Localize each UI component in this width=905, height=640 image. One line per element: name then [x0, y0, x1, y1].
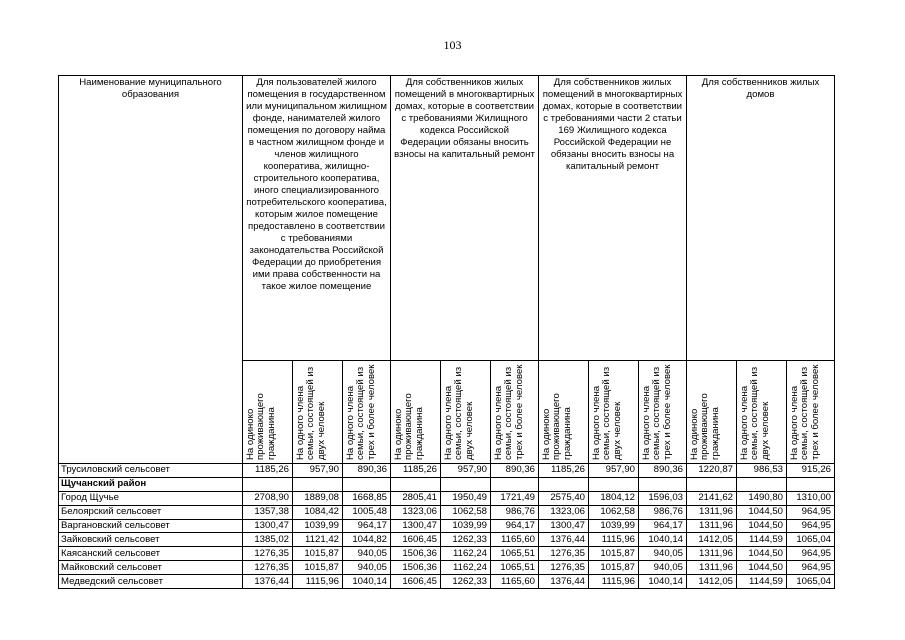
value-cell: 1039,99 [441, 519, 491, 533]
subheader-g1-c1 [243, 361, 293, 464]
value-cell: 1323,06 [539, 505, 589, 519]
value-cell: 1376,44 [243, 575, 293, 589]
subheader-g2-c2 [441, 361, 491, 464]
value-cell: 1065,51 [491, 561, 539, 575]
subheader-g2-c1 [391, 361, 441, 464]
empty-cell [391, 477, 441, 491]
empty-cell [441, 477, 491, 491]
value-cell: 1276,35 [243, 547, 293, 561]
municipality-name: Белоярский сельсовет [59, 505, 243, 519]
value-cell: 1185,26 [243, 464, 293, 478]
value-cell: 2141,62 [687, 491, 737, 505]
value-cell: 1300,47 [243, 519, 293, 533]
value-cell: 1062,58 [589, 505, 639, 519]
value-cell: 1412,05 [687, 575, 737, 589]
empty-cell [737, 477, 787, 491]
table-row [59, 561, 835, 575]
value-cell: 1668,85 [343, 491, 391, 505]
value-cell: 964,95 [787, 561, 835, 575]
empty-cell [491, 477, 539, 491]
value-cell: 1039,99 [589, 519, 639, 533]
value-cell: 964,95 [787, 505, 835, 519]
empty-cell [293, 477, 343, 491]
subheader-label: На одного члена семьи, состоящей из трех и более человек [493, 364, 525, 460]
value-cell: 1039,99 [293, 519, 343, 533]
value-cell: 1950,49 [441, 491, 491, 505]
value-cell: 1357,38 [243, 505, 293, 519]
subheader-label: На одного члена семьи, состоящей из двух человек [295, 366, 327, 460]
empty-cell [787, 477, 835, 491]
value-cell: 1115,96 [293, 575, 343, 589]
value-cell: 1300,47 [391, 519, 441, 533]
value-cell: 1376,44 [539, 533, 589, 547]
empty-cell [343, 477, 391, 491]
subheader-label: На одного члена семьи, состоящей из трех и более человек [345, 364, 377, 460]
municipality-name: Майковский сельсовет [59, 561, 243, 575]
table-row [59, 519, 835, 533]
value-cell: 1376,44 [539, 575, 589, 589]
value-cell: 1015,87 [589, 561, 639, 575]
value-cell: 1065,51 [491, 547, 539, 561]
value-cell: 1185,26 [539, 464, 589, 478]
table-row [59, 547, 835, 561]
header-group-tenants: Для пользователей жилого помещения в государственном или муниципальном жилищном фонде, нанимателей жилого помещения по договору найма в частном жилищном фонде и членов жилищного кооператива, жилищно-строительного кооператива, иного специализированного потребительского кооператива, которым жилое помещение предоставлено в соответствии с требованиями законодательства Российской Федерации до приобретения ими права собственности на такое жилое помещение [243, 76, 391, 361]
value-cell: 1165,60 [491, 575, 539, 589]
header-group-owners-obliged: Для собственников жилых помещений в многоквартирных домах, которые в соответствии с требованиями Жилищного кодекса Российской Федерации обязаны вносить взносы на капитальный ремонт [391, 76, 539, 361]
table-row [59, 533, 835, 547]
empty-cell [539, 477, 589, 491]
table-row [59, 575, 835, 589]
municipality-name: Город Щучье [59, 491, 243, 505]
empty-cell [687, 477, 737, 491]
subheader-g3-c3 [639, 361, 687, 464]
subheader-label: На одиноко проживающего гражданина [393, 393, 425, 460]
subheader-label: На одного члена семьи, состоящей из двух человек [443, 366, 475, 460]
value-cell: 1144,59 [737, 533, 787, 547]
value-cell: 1185,26 [391, 464, 441, 478]
subheader-g1-c3 [343, 361, 391, 464]
value-cell: 1311,96 [687, 547, 737, 561]
value-cell: 890,36 [639, 464, 687, 478]
municipality-name: Варгановский сельсовет [59, 519, 243, 533]
subheader-label: На одного члена семьи, состоящей из трех и более человек [789, 364, 821, 460]
subheader-g4-c3 [787, 361, 835, 464]
value-cell: 1606,45 [391, 533, 441, 547]
value-cell: 1040,14 [639, 575, 687, 589]
value-cell: 1165,60 [491, 533, 539, 547]
header-group-owners-exempt: Для собственников жилых помещений в многоквартирных домах, которые в соответствии с требованиями части 2 статьи 169 Жилищного кодекса Российской Федерации не обязаны вносить взносы на капитальный ремонт [539, 76, 687, 361]
header-name-col: Наименование муниципального образования [59, 76, 243, 464]
empty-cell [589, 477, 639, 491]
subheader-g3-c1 [539, 361, 589, 464]
value-cell: 964,17 [343, 519, 391, 533]
district-row [59, 477, 835, 491]
value-cell: 1276,35 [243, 561, 293, 575]
value-cell: 2708,90 [243, 491, 293, 505]
municipality-name: Зайковский сельсовет [59, 533, 243, 547]
subheader-g4-c1 [687, 361, 737, 464]
value-cell: 1412,05 [687, 533, 737, 547]
value-cell: 1506,36 [391, 547, 441, 561]
subheader-label: На одиноко проживающего гражданина [541, 393, 573, 460]
value-cell: 957,90 [589, 464, 639, 478]
value-cell: 1596,03 [639, 491, 687, 505]
subheader-label: На одного члена семьи, состоящей из двух человек [739, 366, 771, 460]
header-group-house-owners: Для собственников жилых домов [687, 76, 835, 361]
value-cell: 940,05 [343, 547, 391, 561]
value-cell: 1084,42 [293, 505, 343, 519]
page-number: 103 [443, 38, 462, 52]
value-cell: 940,05 [343, 561, 391, 575]
value-cell: 1044,50 [737, 561, 787, 575]
value-cell: 1005,48 [343, 505, 391, 519]
value-cell: 957,90 [293, 464, 343, 478]
empty-cell [243, 477, 293, 491]
value-cell: 2575,40 [539, 491, 589, 505]
subheader-g4-c2 [737, 361, 787, 464]
value-cell: 1262,33 [441, 575, 491, 589]
value-cell: 940,05 [639, 547, 687, 561]
value-cell: 1490,80 [737, 491, 787, 505]
value-cell: 1276,35 [539, 547, 589, 561]
value-cell: 1311,96 [687, 505, 737, 519]
value-cell: 915,26 [787, 464, 835, 478]
value-cell: 1115,96 [589, 533, 639, 547]
value-cell: 1065,04 [787, 575, 835, 589]
value-cell: 1804,12 [589, 491, 639, 505]
value-cell: 1262,33 [441, 533, 491, 547]
data-table [58, 75, 835, 589]
value-cell: 1044,50 [737, 519, 787, 533]
value-cell: 890,36 [491, 464, 539, 478]
value-cell: 1162,24 [441, 561, 491, 575]
value-cell: 1506,36 [391, 561, 441, 575]
value-cell: 1162,24 [441, 547, 491, 561]
value-cell: 986,76 [491, 505, 539, 519]
value-cell: 1121,42 [293, 533, 343, 547]
value-cell: 1044,82 [343, 533, 391, 547]
value-cell: 1300,47 [539, 519, 589, 533]
value-cell: 1044,50 [737, 547, 787, 561]
subheader-g1-c2 [293, 361, 343, 464]
municipality-name: Каясанский сельсовет [59, 547, 243, 561]
municipality-name: Трусиловский сельсовет [59, 464, 243, 478]
value-cell: 1721,49 [491, 491, 539, 505]
table-row [59, 464, 835, 478]
value-cell: 1311,96 [687, 519, 737, 533]
table-row [59, 491, 835, 505]
subheader-label: На одиноко проживающего гражданина [245, 393, 277, 460]
value-cell: 986,76 [639, 505, 687, 519]
value-cell: 1015,87 [293, 547, 343, 561]
value-cell: 1040,14 [639, 533, 687, 547]
subheader-g2-c3 [491, 361, 539, 464]
value-cell: 1276,35 [539, 561, 589, 575]
subheader-label: На одиноко проживающего гражданина [689, 393, 721, 460]
value-cell: 1606,45 [391, 575, 441, 589]
empty-cell [639, 477, 687, 491]
value-cell: 890,36 [343, 464, 391, 478]
value-cell: 1040,14 [343, 575, 391, 589]
value-cell: 2805,41 [391, 491, 441, 505]
value-cell: 964,95 [787, 519, 835, 533]
value-cell: 1220,87 [687, 464, 737, 478]
table-row [59, 505, 835, 519]
value-cell: 964,95 [787, 547, 835, 561]
value-cell: 957,90 [441, 464, 491, 478]
value-cell: 1062,58 [441, 505, 491, 519]
value-cell: 1015,87 [293, 561, 343, 575]
value-cell: 1310,00 [787, 491, 835, 505]
subheader-label: На одного члена семьи, состоящей из двух человек [591, 366, 623, 460]
value-cell: 964,17 [639, 519, 687, 533]
value-cell: 1311,96 [687, 561, 737, 575]
value-cell: 1323,06 [391, 505, 441, 519]
value-cell: 1065,04 [787, 533, 835, 547]
value-cell: 1889,08 [293, 491, 343, 505]
value-cell: 1015,87 [589, 547, 639, 561]
value-cell: 1044,50 [737, 505, 787, 519]
subheader-g3-c2 [589, 361, 639, 464]
value-cell: 940,05 [639, 561, 687, 575]
municipality-name: Медведский сельсовет [59, 575, 243, 589]
value-cell: 1385,02 [243, 533, 293, 547]
value-cell: 1144,59 [737, 575, 787, 589]
value-cell: 964,17 [491, 519, 539, 533]
value-cell: 986,53 [737, 464, 787, 478]
value-cell: 1115,96 [589, 575, 639, 589]
subheader-label: На одного члена семьи, состоящей из трех и более человек [641, 364, 673, 460]
district-name: Щучанский район [59, 477, 243, 491]
